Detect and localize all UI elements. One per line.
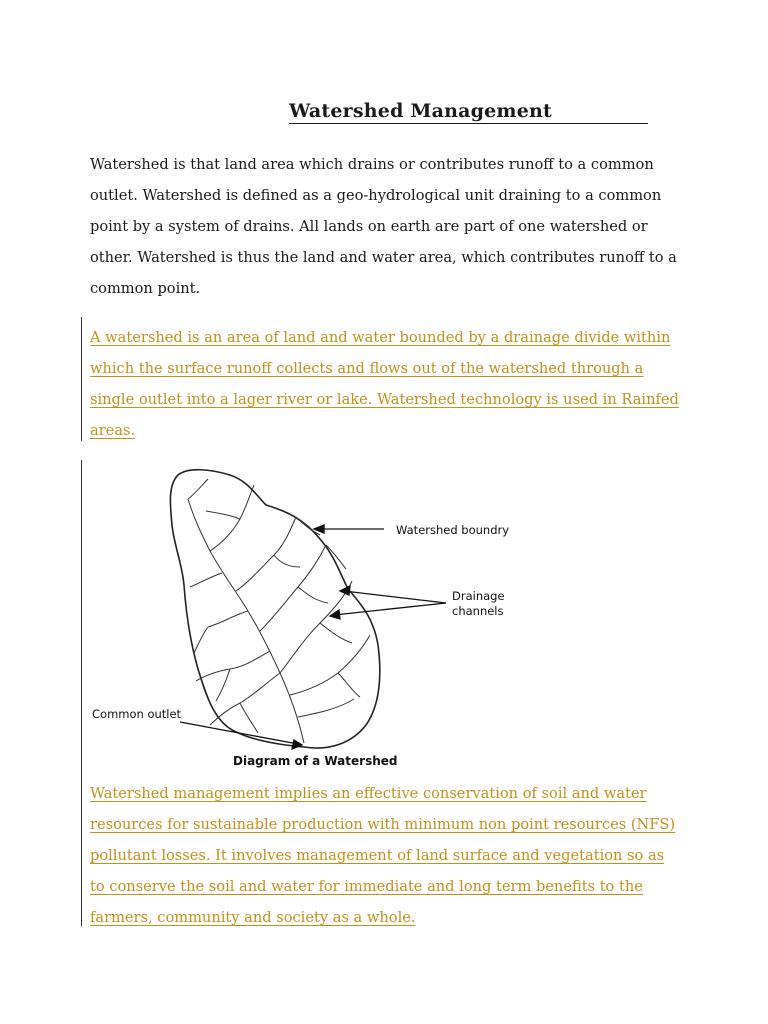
revision-bar: [81, 317, 82, 441]
watershed-boundary-outline: [170, 470, 379, 748]
definition-paragraph: A watershed is an area of land and water bounded by a drainage divide within which the surface runoff collects and flows out of the watershed through a single outlet into a lager river or lake. Watershed technology is used in Rainfed areas.: [90, 329, 679, 439]
intro-paragraph: Watershed is that land area which drains or contributes runoff to a common outlet. Watershed is defined as a geo-hydrological unit draining to a common point by a system of drains. All lands on earth are part of one watershed or other. Watershed is thus the land and water area, which contributes runoff to a common point.: [90, 156, 677, 297]
annotation-arrows: [180, 525, 446, 749]
watershed-diagram-svg: [90, 455, 520, 775]
management-paragraph: Watershed management implies an effective conservation of soil and water resources for sustainable production with minimum non point resources (NFS) pollutant losses. It involves management of land surface and vegetation so as to conserve the soil and water for immediate and long term benefits to the farmers, community and society as a whole.: [90, 785, 676, 926]
page-title: Watershed Management: [289, 99, 648, 124]
watershed-diagram: [90, 455, 520, 775]
label-watershed-boundary: Watershed boundry: [396, 523, 510, 537]
label-drainage-line1: Drainage: [452, 589, 505, 603]
label-drainage-line2: channels: [452, 604, 504, 618]
diagram-caption: Diagram of a Watershed: [233, 754, 398, 768]
revision-bar: [81, 460, 82, 926]
label-common-outlet: Common outlet: [92, 707, 182, 721]
drainage-network: [188, 479, 370, 743]
